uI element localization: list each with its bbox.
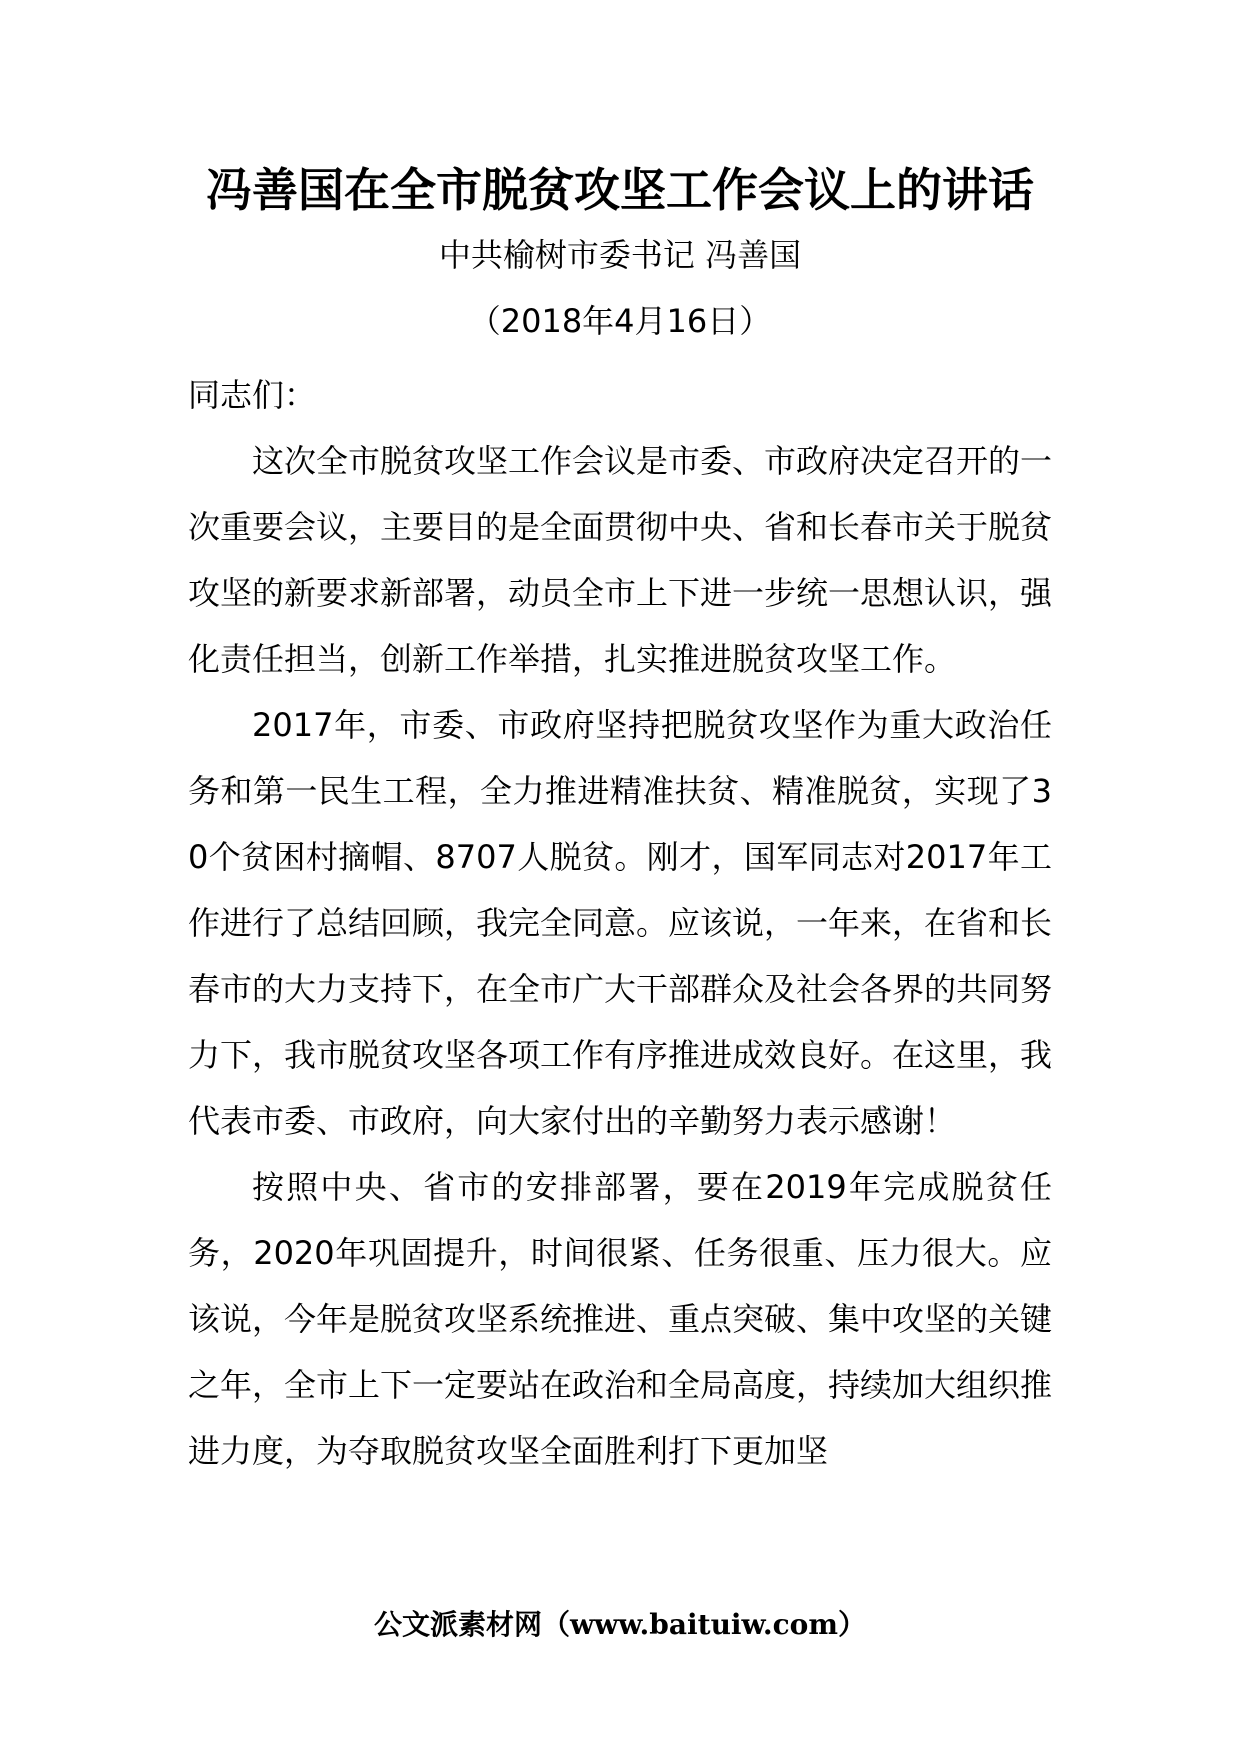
document-title: 冯善国在全市脱贫攻坚工作会议上的讲话: [206, 163, 1034, 217]
paragraph-3: 按照中央、省市的安排部署，要在2019年完成脱贫任务，2020年巩固提升，时间很紧、任务很重、压力很大。应该说，今年是脱贫攻坚系统推进、重点突破、集中攻坚的关键之年，全市上下一定要站在政治和全局高度，持续加大组织推进力度，为夺取脱贫攻坚全面胜利打下更加坚: [188, 1168, 1053, 1470]
document-date: （2018年4月16日）: [468, 302, 772, 340]
document-body: [188, 362, 1052, 1484]
salutation: 同志们：: [188, 376, 317, 414]
paragraph-2: 2017年，市委、市政府坚持把脱贫攻坚作为重大政治任务和第一民生工程，全力推进精准扶贫、精准脱贫，实现了30个贫困村摘帽、8707人脱贫。刚才，国军同志对2017年工作进行了总结回顾，我完全同意。应该说，一年来，在省和长春市的大力支持下，在全市广大干部群众及社会各界的共同努力下，我市脱贫攻坚各项工作有序推进成效良好。在这里，我代表市委、市政府，向大家付出的辛勤努力表示感谢！: [188, 706, 1053, 1140]
footer-watermark: 公文派素材网（www.baituiw.com）: [374, 1608, 866, 1641]
document-author: 中共榆树市委书记 冯善国: [438, 236, 802, 274]
paragraph-1: 这次全市脱贫攻坚工作会议是市委、市政府决定召开的一次重要会议，主要目的是全面贯彻中央、省和长春市关于脱贫攻坚的新要求新部署，动员全市上下进一步统一思想认识，强化责任担当，创新工作举措，扎实推进脱贫攻坚工作。: [188, 442, 1053, 678]
